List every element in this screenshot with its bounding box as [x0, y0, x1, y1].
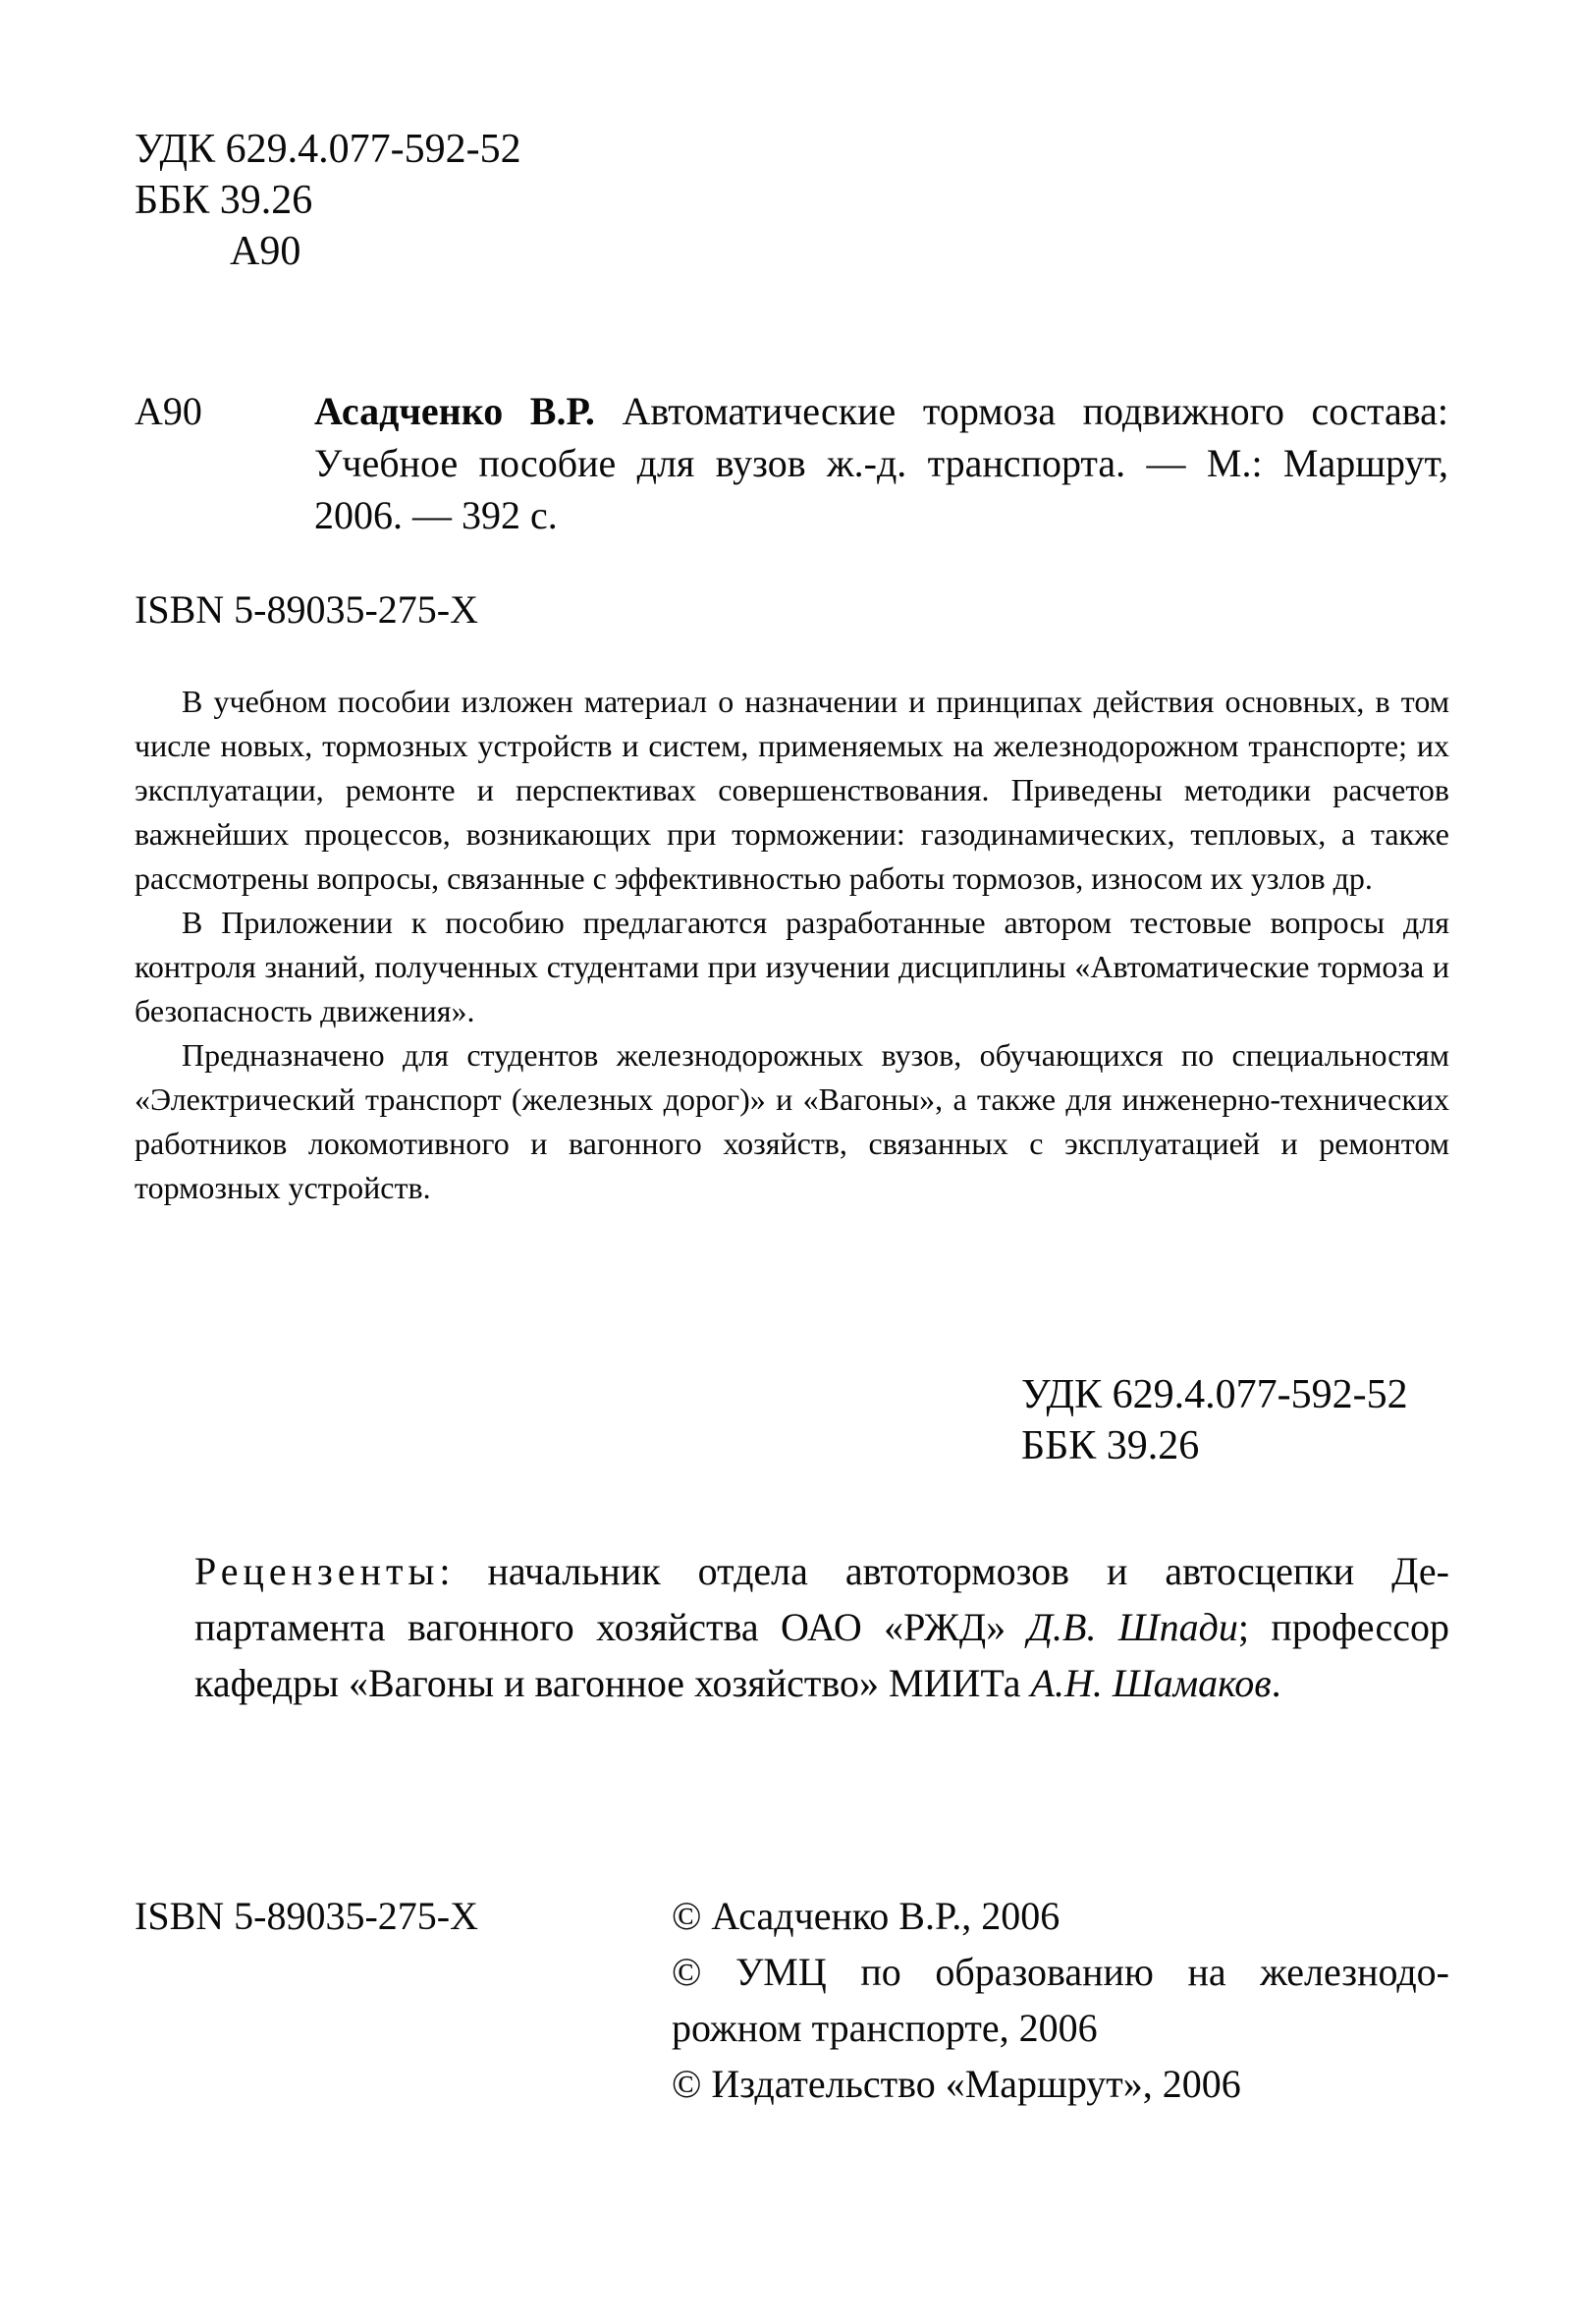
udk-header [135, 124, 521, 277]
reviewer-name: А.Н. Шамаков [1030, 1661, 1272, 1705]
copyright-author: © Асадченко В.Р., 2006 [672, 1894, 1060, 1938]
annotation [135, 680, 1449, 1210]
author-cutter-code: А90 [230, 229, 301, 274]
copyright-notices [672, 1888, 1449, 2112]
udk-footer [1021, 1369, 1408, 1471]
bibliography-cutter: А90 [135, 389, 202, 433]
reviewers-label: Рецензенты [194, 1549, 440, 1593]
bibliography-author: Асадченко В.Р. [314, 389, 595, 433]
reviewers-text: . [1271, 1661, 1281, 1705]
copyright-publisher: © Издательство «Маршрут», 2006 [672, 2062, 1241, 2106]
udk-code: УДК 629.4.077-592-52 [1021, 1372, 1408, 1417]
udk-code: УДК 629.4.077-592-52 [135, 127, 521, 172]
reviewers-text: : начальник отдела автотормозов и автосцепки Департамента вагонного хозяйства ОАО «РЖД» [194, 1549, 1449, 1649]
annotation-paragraph: В учебном пособии изложен материал о назначении и принципах действия основных, в том числе новых, тормозных устройств и систем, применяемых на железнодорожном транспорте; их эксплуатации, ремонте и перспективах совершенствования. Приведены методики расчетов важнейших процессов, возникающих при торможении: газодинамических, тепловых, а также рассмотрены вопросы, связанные с эффективностью работы тормозов, износом их узлов др. [135, 684, 1449, 896]
bbk-code: ББК 39.26 [1021, 1423, 1200, 1468]
bbk-code: ББК 39.26 [135, 178, 313, 223]
bibliography-title: Автоматические тормоза подвижного состава: Учебное пособие для вузов ж.-д. транспорта. — М.: Маршрут, 2006. — 392 с. [314, 389, 1449, 537]
annotation-paragraph: В Приложении к пособию предлагаются разработанные автором тестовые вопросы для контроля знаний, полученных студентами при изучении дисциплины «Автоматические тормоза и безопасность движения». [135, 905, 1449, 1028]
copyright-umc: рожном транспорте, 2006 [672, 2006, 1098, 2050]
imprint-isbn: ISBN 5-89035-275-X [135, 1894, 478, 1938]
bibliographic-description [314, 385, 1448, 541]
copyright-umc: © УМЦ по образованию на железнодо- [672, 1950, 1449, 1994]
reviewers-text: ; профессор кафедры «Вагоны и вагонное хозяйство» МИИТа [194, 1605, 1449, 1705]
reviewers [194, 1543, 1449, 1711]
annotation-paragraph: Предназначено для студентов железнодорожных вузов, обучающихся по специальностям «Электрический транспорт (железных дорог)» и «Вагоны», а также для инженерно-технических работников локомотивного и вагонного хозяйств, связанных с эксплуатацией и ремонтом тормозных устройств. [135, 1037, 1449, 1205]
isbn-line: ISBN 5-89035-275-X [135, 587, 478, 632]
reviewer-name: Д.В. Шпади [1027, 1605, 1238, 1649]
